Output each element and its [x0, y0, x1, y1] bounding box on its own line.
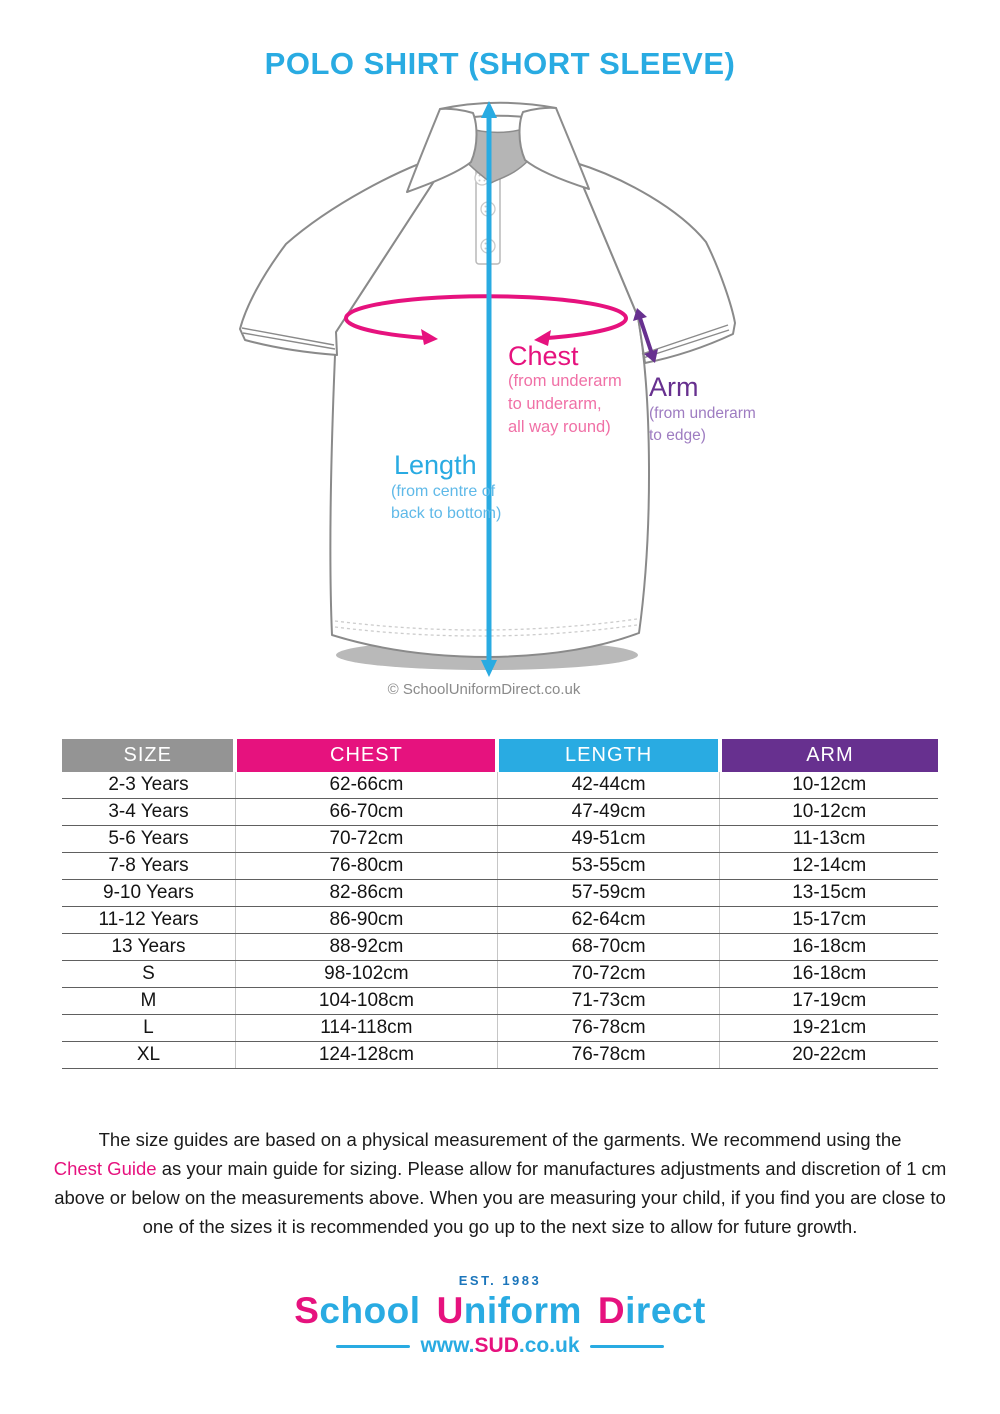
chest-cell: 82-86cm	[235, 880, 497, 907]
note-line: above or below on the measurements above. When you are measuring your child, if you find you are close to	[54, 1187, 946, 1208]
logo-est-text: EST. 1983	[458, 1273, 542, 1288]
table-row	[62, 826, 938, 853]
chest-sublabel: (from underarm	[507, 372, 622, 390]
logo-url-text: www.SUD.co.uk	[420, 1334, 580, 1357]
size-table	[62, 739, 938, 1069]
note-line-text: as your main guide for sizing. Please allow for manufactures adjustments and discretion of 1 cm	[156, 1158, 947, 1179]
table-row	[62, 961, 938, 988]
size-cell: XL	[62, 1042, 235, 1069]
arm-cell: 10-12cm	[720, 772, 938, 799]
table-row	[62, 934, 938, 961]
chest-cell: 70-72cm	[235, 826, 497, 853]
arm-cell: 12-14cm	[720, 853, 938, 880]
length-cell: 62-64cm	[497, 907, 720, 934]
right-rule	[590, 1345, 664, 1348]
length-cell: 71-73cm	[497, 988, 720, 1015]
polo-shirt-illustration	[228, 92, 773, 704]
chest-cell: 86-90cm	[235, 907, 497, 934]
size-cell: M	[62, 988, 235, 1015]
page-title: POLO SHIRT (SHORT SLEEVE)	[264, 46, 736, 81]
chest-cell: 62-66cm	[235, 772, 497, 799]
chest-cell: 88-92cm	[235, 934, 497, 961]
table-row	[62, 799, 938, 826]
length-cell: 53-55cm	[497, 853, 720, 880]
sizing-note	[0, 1125, 1000, 1241]
length-cell: 70-72cm	[497, 961, 720, 988]
note-line: The size guides are based on a physical measurement of the garments. We recommend using the	[98, 1129, 902, 1150]
chest-label: Chest	[507, 341, 579, 371]
table-row	[62, 1015, 938, 1042]
size-table-header-row	[62, 739, 938, 772]
arm-cell: 20-22cm	[720, 1042, 938, 1069]
logo-wordmark	[0, 1290, 1000, 1332]
length-cell: 57-59cm	[497, 880, 720, 907]
arm-cell: 11-13cm	[720, 826, 938, 853]
size-cell: 2-3 Years	[62, 772, 235, 799]
chest-cell: 98-102cm	[235, 961, 497, 988]
chest-cell: 104-108cm	[235, 988, 497, 1015]
arm-sublabel: to edge)	[648, 427, 706, 444]
logo-word: School	[294, 1290, 421, 1331]
length-cell: 76-78cm	[497, 1015, 720, 1042]
size-cell: 5-6 Years	[62, 826, 235, 853]
column-header-chest: CHEST	[237, 739, 495, 772]
length-cell: 68-70cm	[497, 934, 720, 961]
chest-cell: 66-70cm	[235, 799, 497, 826]
table-row	[62, 772, 938, 799]
arm-cell: 16-18cm	[720, 934, 938, 961]
size-cell: 13 Years	[62, 934, 235, 961]
size-cell: S	[62, 961, 235, 988]
arm-cell: 17-19cm	[720, 988, 938, 1015]
table-row	[62, 988, 938, 1015]
chest-guide-highlight: Chest Guide	[53, 1158, 157, 1179]
column-header-size: SIZE	[62, 739, 233, 772]
arm-cell: 15-17cm	[720, 907, 938, 934]
length-cell: 49-51cm	[497, 826, 720, 853]
left-rule	[336, 1345, 410, 1348]
polo-shirt-diagram	[228, 92, 773, 709]
note-line: one of the sizes it is recommended you go up to the next size to allow for future growth.	[142, 1216, 858, 1237]
note-line	[0, 1154, 1000, 1183]
arm-label: Arm	[648, 372, 698, 402]
column-header-arm: ARM	[722, 739, 938, 772]
length-cell: 76-78cm	[497, 1042, 720, 1069]
table-row	[62, 880, 938, 907]
arm-cell: 10-12cm	[720, 799, 938, 826]
table-row	[62, 1042, 938, 1069]
table-row	[62, 907, 938, 934]
length-sublabel: back to bottom)	[390, 505, 501, 522]
size-cell: 7-8 Years	[62, 853, 235, 880]
arm-cell: 16-18cm	[720, 961, 938, 988]
brand-logo	[0, 1273, 1000, 1358]
chest-cell: 124-128cm	[235, 1042, 497, 1069]
size-cell: 3-4 Years	[62, 799, 235, 826]
size-cell: L	[62, 1015, 235, 1042]
column-header-length: LENGTH	[499, 739, 718, 772]
logo-word: Uniform	[436, 1290, 582, 1331]
length-cell: 47-49cm	[497, 799, 720, 826]
arm-sublabel: (from underarm	[648, 405, 756, 422]
logo-url	[0, 1334, 1000, 1358]
arm-cell: 13-15cm	[720, 880, 938, 907]
length-cell: 42-44cm	[497, 772, 720, 799]
chest-sublabel: to underarm,	[507, 395, 602, 413]
table-row	[62, 853, 938, 880]
length-label: Length	[393, 450, 477, 480]
copyright-text: © SchoolUniformDirect.co.uk	[387, 681, 580, 698]
arm-cell: 19-21cm	[720, 1015, 938, 1042]
chest-cell: 76-80cm	[235, 853, 497, 880]
length-sublabel: (from centre of	[390, 483, 495, 500]
chest-sublabel: all way round)	[507, 418, 611, 436]
size-cell: 9-10 Years	[62, 880, 235, 907]
logo-word: Direct	[597, 1290, 706, 1331]
chest-cell: 114-118cm	[235, 1015, 497, 1042]
size-cell: 11-12 Years	[62, 907, 235, 934]
